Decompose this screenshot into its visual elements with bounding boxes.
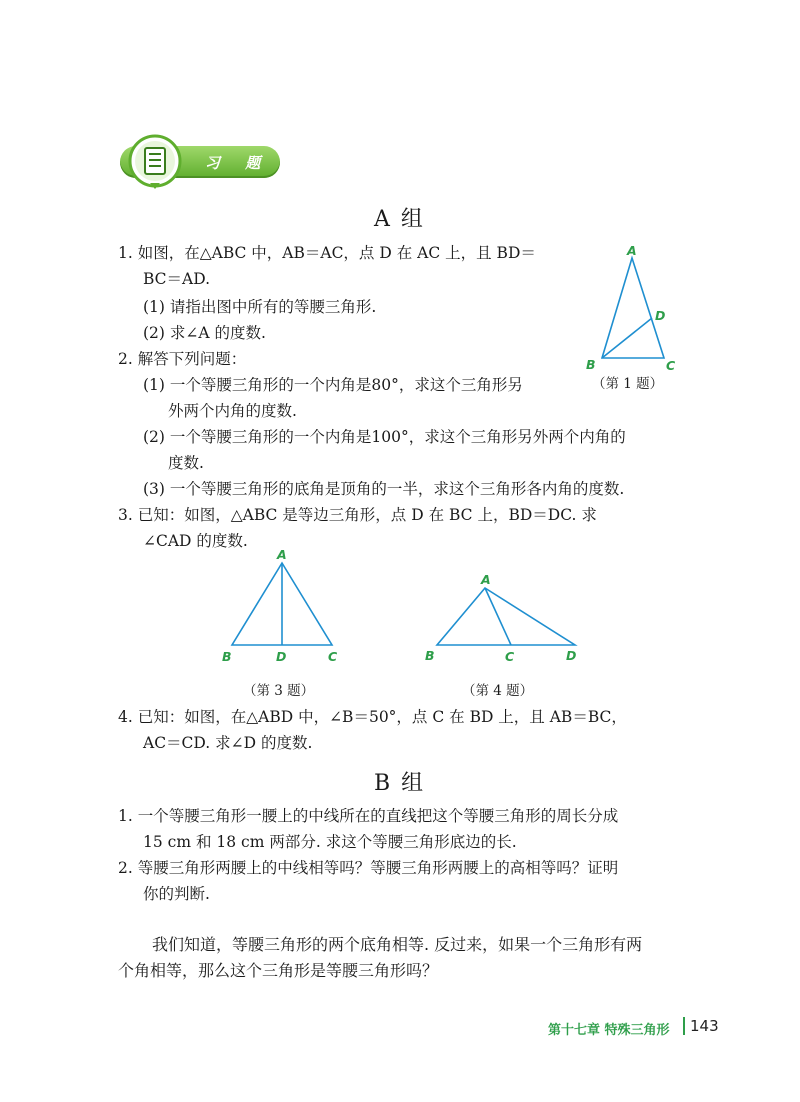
fig3-label-b: B <box>222 649 232 664</box>
fig1-segment-bd <box>602 318 652 358</box>
fig4-label-a: A <box>481 572 491 587</box>
fig1-label-b: B <box>586 357 596 372</box>
q2-line1: 2. 解答下列问题： <box>118 350 247 368</box>
q2-sub1a: (1) 一个等腰三角形的一个内角是80°，求这个三角形另 <box>143 376 523 394</box>
q2-sub2a: (2) 一个等腰三角形的一个内角是100°，求这个三角形另外两个内角的 <box>143 428 626 446</box>
fig1-caption: （第 1 题） <box>592 376 664 392</box>
fig4-label-c: C <box>505 649 515 664</box>
q4-line1: 4. 已知：如图，在△ABD 中，∠B＝50°，点 C 在 BD 上，且 AB＝BC， <box>118 708 627 726</box>
group-b-q1-line2: 15 cm 和 18 cm 两部分. 求这个等腰三角形底边的长. <box>143 833 517 851</box>
q1-sub2: (2) 求∠A 的度数. <box>143 324 266 342</box>
group-b-q2-line2: 你的判断. <box>143 885 210 903</box>
group-b-heading: B 组 <box>374 771 426 796</box>
q2-sub2b: 度数. <box>168 454 204 472</box>
footer-chapter-title: 第十七章 特殊三角形 <box>548 1023 670 1038</box>
fig4-label-d: D <box>566 648 577 663</box>
q4-line2: AC＝CD. 求∠D 的度数. <box>143 734 313 752</box>
footer-divider <box>683 1017 685 1035</box>
q3-line2: ∠CAD 的度数. <box>143 532 248 550</box>
fig4-caption: （第 4 题） <box>462 683 534 699</box>
notebook-icon <box>126 134 184 190</box>
figure-1 <box>580 240 690 390</box>
q1-line2: BC＝AD. <box>143 270 211 288</box>
fig1-label-a: A <box>627 243 637 258</box>
group-b-q1-line1: 1. 一个等腰三角形一腰上的中线所在的直线把这个等腰三角形的周长分成 <box>118 807 619 825</box>
q2-sub3: (3) 一个等腰三角形的底角是顶角的一半，求这个三角形各内角的度数. <box>143 480 625 498</box>
fig4-label-b: B <box>425 648 435 663</box>
group-b-q2-line1: 2. 等腰三角形两腰上的中线相等吗？等腰三角形两腰上的高相等吗？证明 <box>118 859 619 877</box>
q1-line1: 1. 如图，在△ABC 中，AB＝AC，点 D 在 AC 上，且 BD＝ <box>118 244 536 262</box>
page-number: 143 <box>690 1017 719 1035</box>
fig4-triangle <box>437 588 575 645</box>
group-a-heading: A 组 <box>374 207 425 232</box>
q2-sub1b: 外两个内角的度数. <box>168 402 297 420</box>
figure-4 <box>415 570 595 670</box>
fig1-label-d: D <box>655 308 666 323</box>
exercise-banner-title: 习 题 <box>205 154 271 172</box>
closing-line2: 个角相等，那么这个三角形是等腰三角形吗？ <box>118 961 439 980</box>
q3-line1: 3. 已知：如图，△ABC 是等边三角形，点 D 在 BC 上，BD＝DC. 求 <box>118 506 597 524</box>
fig1-label-c: C <box>666 358 676 373</box>
q1-sub1: (1) 请指出图中所有的等腰三角形. <box>143 298 377 316</box>
fig3-label-c: C <box>328 649 338 664</box>
fig3-caption: （第 3 题） <box>243 683 315 699</box>
fig3-label-d: D <box>276 649 287 664</box>
closing-line1: 我们知道，等腰三角形的两个底角相等. 反过来，如果一个三角形有两 <box>152 935 643 954</box>
figure-3 <box>210 545 360 670</box>
fig3-label-a: A <box>277 547 287 562</box>
